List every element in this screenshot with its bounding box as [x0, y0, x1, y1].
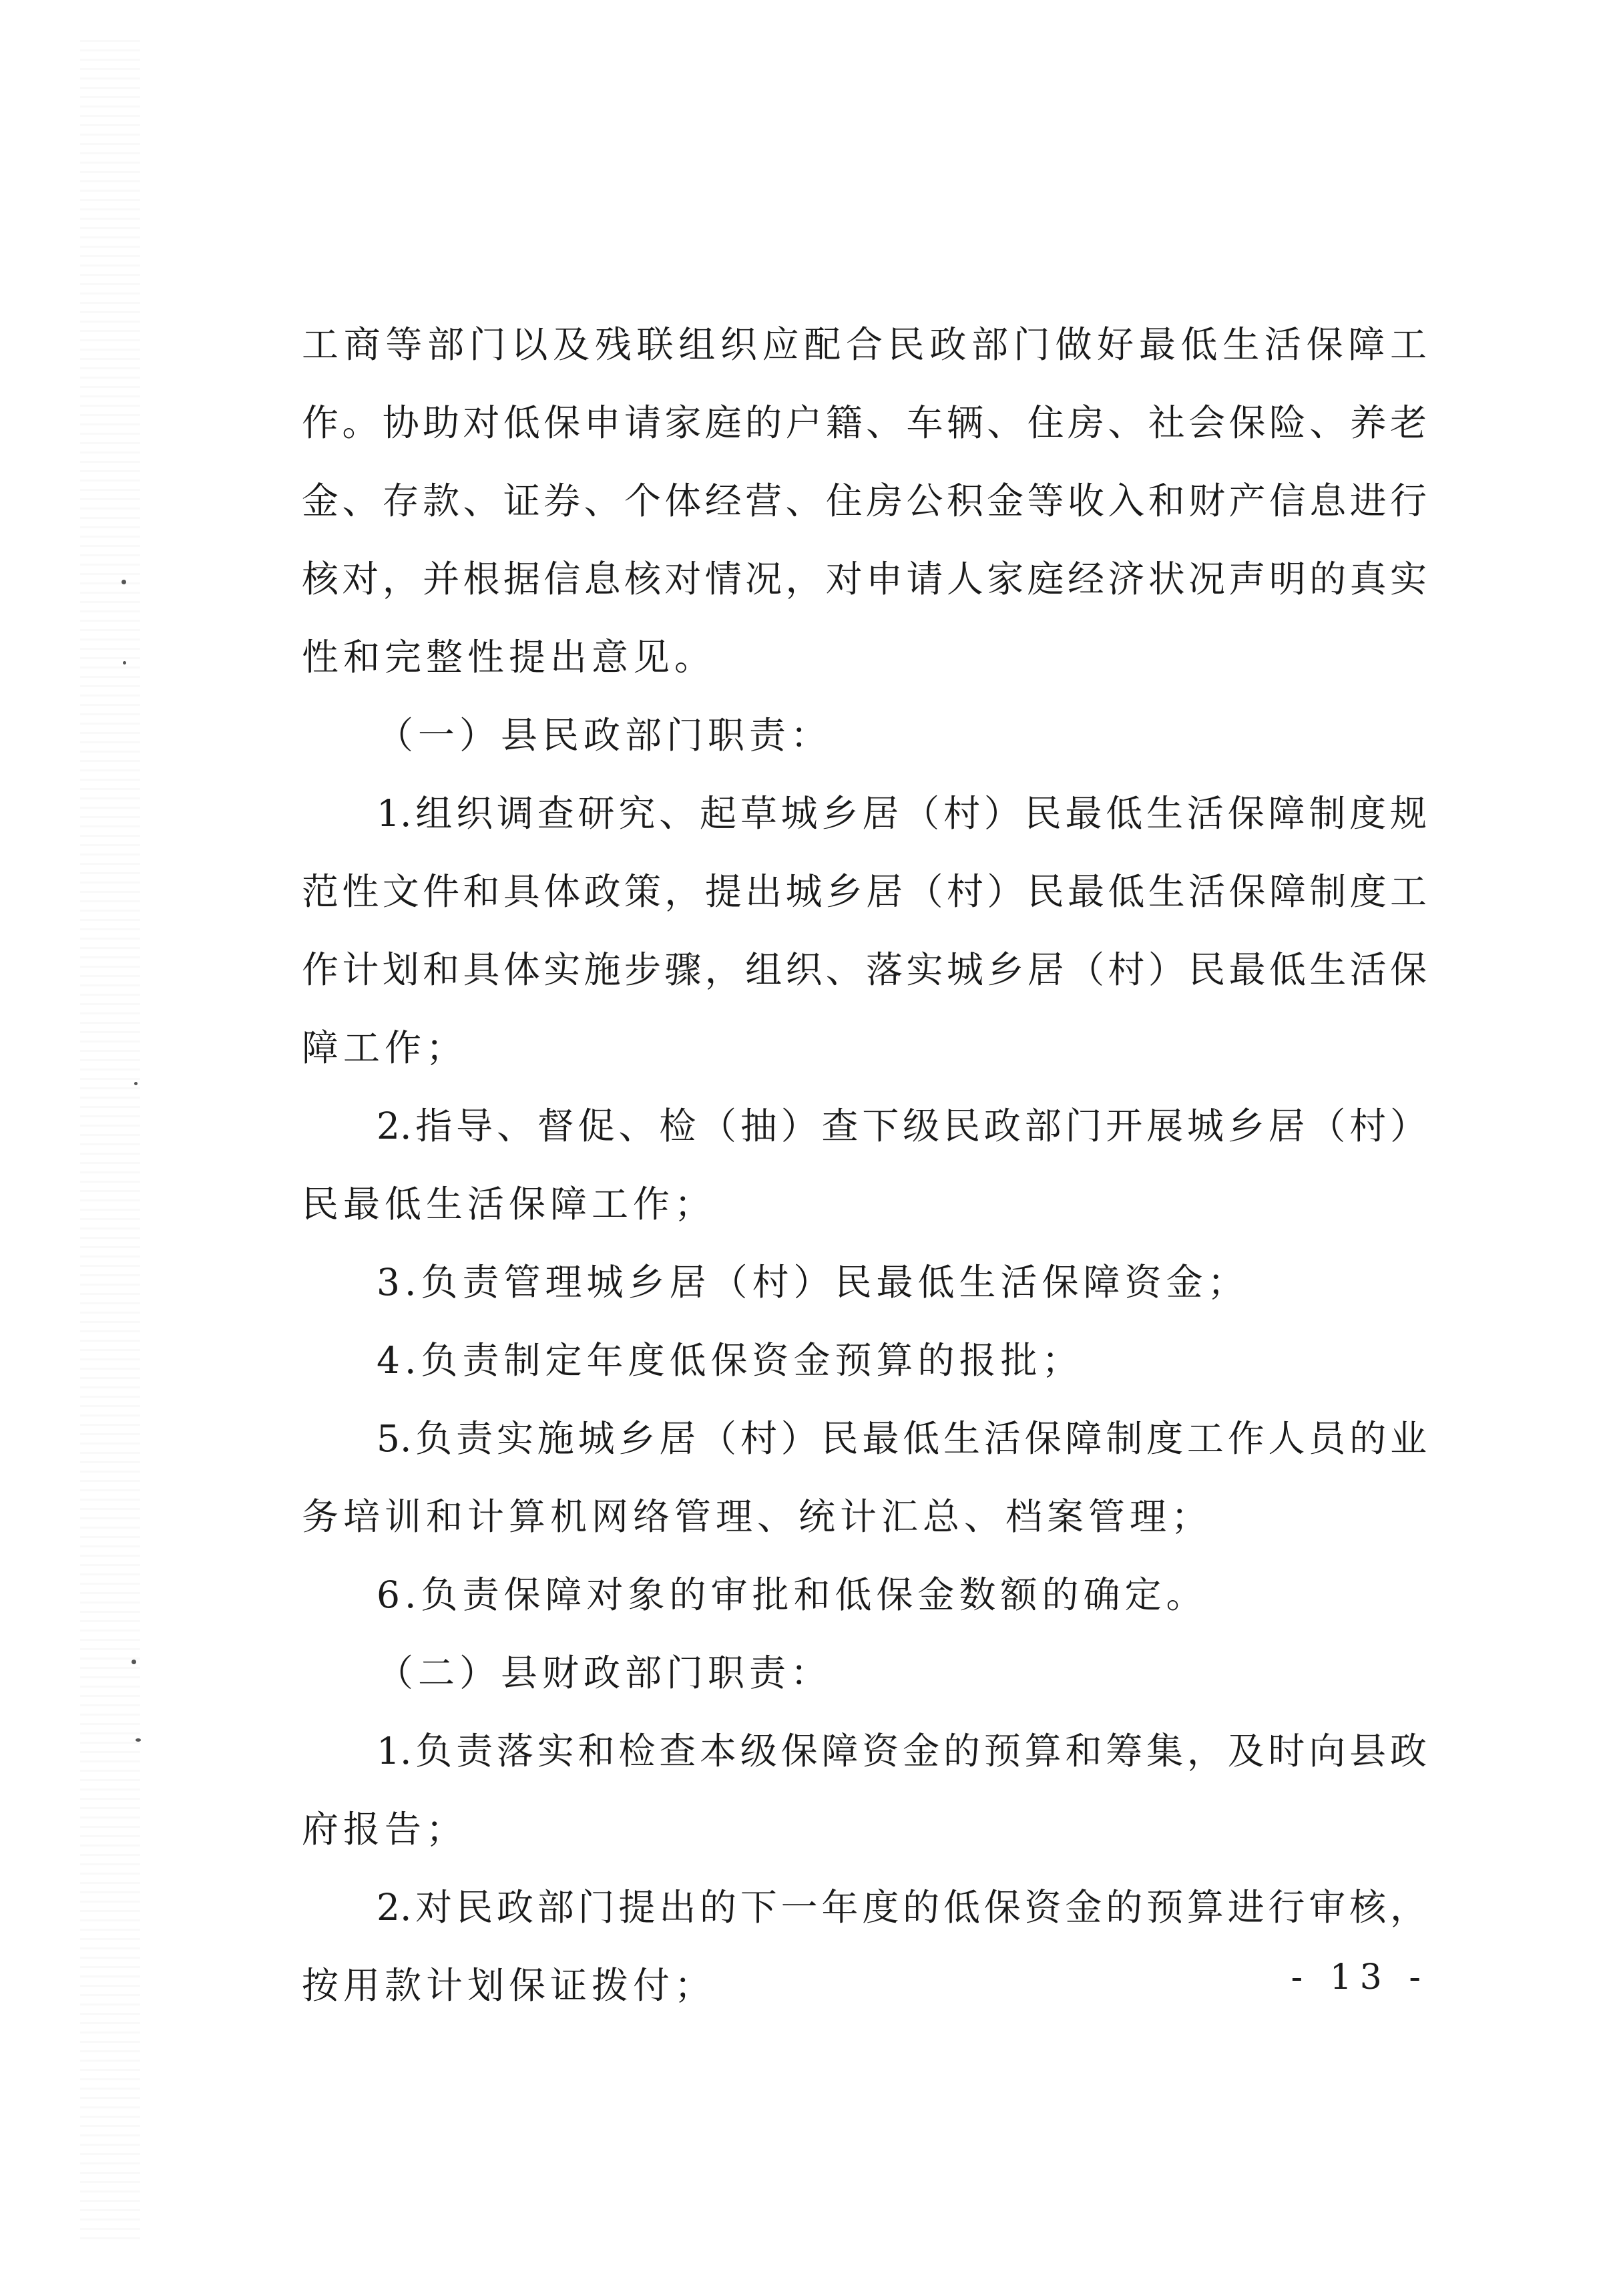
body-line: 范性文件和具体政策，提出城乡居（村）民最低生活保障制度工 — [302, 870, 1427, 913]
scan-speck — [123, 661, 126, 664]
scan-speck — [132, 1660, 136, 1664]
body-line: 务培训和计算机网络管理、统计汇总、档案管理； — [302, 1495, 1213, 1538]
section-heading: （一）县民政部门职责： — [377, 714, 833, 757]
body-line: 障工作； — [302, 1026, 468, 1069]
list-item-start: 1.负责落实和检查本级保障资金的预算和筹集，及时向县政 — [377, 1730, 1427, 1772]
list-item-start: 2.对民政部门提出的下一年度的低保资金的预算进行审核， — [377, 1886, 1427, 1929]
body-line: 作计划和具体实施步骤，组织、落实城乡居（村）民最低生活保 — [302, 948, 1427, 991]
scan-speck — [122, 580, 126, 584]
body-line: 工商等部门以及残联组织应配合民政部门做好最低生活保障工 — [302, 323, 1427, 366]
scan-edge-texture — [80, 40, 140, 2244]
list-item-start: 6.负责保障对象的审批和低保金数额的确定。 — [377, 1573, 1208, 1616]
list-item-start: 4.负责制定年度低保资金预算的报批； — [377, 1339, 1084, 1382]
section-heading: （二）县财政部门职责： — [377, 1652, 833, 1694]
body-line: 金、存款、证券、个体经营、住房公积金等收入和财产信息进行 — [302, 480, 1427, 522]
list-item-start: 1.组织调查研究、起草城乡居（村）民最低生活保障制度规 — [377, 792, 1427, 835]
scan-speck — [136, 1738, 141, 1742]
document-body — [302, 306, 1427, 2025]
body-line: 作。协助对低保申请家庭的户籍、车辆、住房、社会保险、养老 — [302, 401, 1427, 444]
scan-speck — [134, 1082, 138, 1085]
body-line: 按用款计划保证拨付； — [302, 1964, 716, 2007]
body-line: 府报告； — [302, 1808, 468, 1851]
page-number: - 13 - — [1291, 1957, 1429, 1997]
list-item-start: 5.负责实施城乡居（村）民最低生活保障制度工作人员的业 — [377, 1417, 1427, 1460]
list-item-start: 2.指导、督促、检（抽）查下级民政部门开展城乡居（村） — [377, 1105, 1427, 1147]
list-item-start: 3.负责管理城乡居（村）民最低生活保障资金； — [377, 1261, 1249, 1304]
body-line: 民最低生活保障工作； — [302, 1183, 716, 1225]
body-line: 核对，并根据信息核对情况，对申请人家庭经济状况声明的真实 — [302, 558, 1427, 600]
body-line: 性和完整性提出意见。 — [302, 636, 716, 679]
